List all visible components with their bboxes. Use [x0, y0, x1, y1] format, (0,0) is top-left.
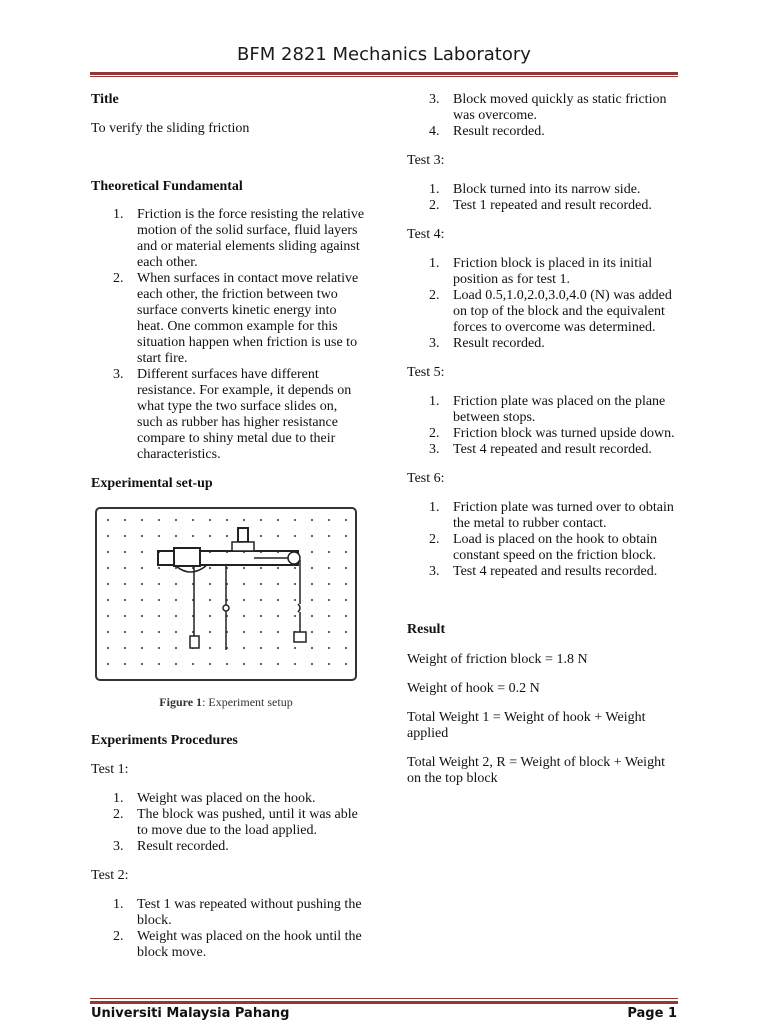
theory-list	[91, 207, 366, 463]
setup-heading: Experimental set-up	[91, 476, 213, 491]
list-item: 1. Friction plate was turned over to obtain the metal to rubber contact.	[429, 500, 674, 531]
footer-rule	[90, 1001, 678, 1004]
figure-caption: Figure 1: Experiment setup	[159, 695, 293, 709]
header-rule-thin	[90, 76, 678, 77]
list-item: 3. Result recorded.	[113, 839, 229, 854]
result-line: Total Weight 1 = Weight of hook + Weight applied	[407, 710, 646, 741]
footer-university: Universiti Malaysia Pahang	[91, 1006, 290, 1021]
test1-label: Test 1:	[91, 762, 129, 777]
test2-label: Test 2:	[91, 868, 129, 883]
test6-list	[407, 500, 682, 580]
experiment-figure	[94, 506, 358, 682]
page-header-title: BFM 2821 Mechanics Laboratory	[237, 44, 531, 65]
top-weight	[238, 528, 248, 542]
list-item: 1. Friction is the force resisting the relative motion of the solid surface, fluid layers and or material elements sliding against each other.	[113, 207, 365, 270]
list-item: 2. Weight was placed on the hook until the block move.	[113, 929, 362, 960]
list-item: 2. Friction block was turned upside down.	[429, 426, 675, 441]
test3-label: Test 3:	[407, 153, 445, 168]
theory-heading: Theoretical Fundamental	[91, 179, 243, 194]
test2-list	[91, 897, 366, 961]
footer-page-number: Page 1	[627, 1006, 677, 1021]
test3-list	[407, 182, 682, 214]
test2-continued-list	[407, 92, 682, 140]
list-item: 1. Weight was placed on the hook.	[113, 791, 316, 806]
list-item: 2. Load 0.5,1.0,2.0,3.0,4.0 (N) was added on top of the block and the equivalent forces to overcome was determined.	[429, 288, 672, 335]
procedures-heading: Experiments Procedures	[91, 733, 238, 748]
title-heading: Title	[91, 92, 119, 107]
result-line: Weight of friction block = 1.8 N	[407, 652, 588, 667]
hook-weight	[294, 632, 306, 642]
weight-left	[190, 636, 199, 648]
result-heading: Result	[407, 622, 446, 637]
list-item: 3. Block moved quickly as static friction was overcome.	[429, 92, 667, 123]
list-item: 3. Test 4 repeated and results recorded.	[429, 564, 658, 579]
test4-label: Test 4:	[407, 227, 445, 242]
list-item: 2. Test 1 repeated and result recorded.	[429, 198, 652, 213]
list-item: 1. Test 1 was repeated without pushing the block.	[113, 897, 362, 928]
result-line: Weight of hook = 0.2 N	[407, 681, 540, 696]
left-column	[91, 92, 366, 961]
right-column	[407, 92, 682, 787]
list-item: 3. Test 4 repeated and result recorded.	[429, 442, 652, 457]
test5-list	[407, 394, 682, 458]
list-item: 1. Friction block is placed in its initial position as for test 1.	[429, 256, 653, 287]
test6-label: Test 6:	[407, 471, 445, 486]
test1-list	[91, 791, 366, 855]
friction-block	[174, 548, 200, 566]
list-item: 1. Friction plate was placed on the plane between stops.	[429, 394, 666, 425]
pulley	[288, 552, 300, 564]
experiment-setup-diagram	[94, 506, 358, 682]
list-item: 1. Block turned into its narrow side.	[429, 182, 641, 197]
list-item: 4. Result recorded.	[429, 124, 545, 139]
result-line: Total Weight 2, R = Weight of block + Weight on the top block	[407, 755, 665, 786]
list-item: 3. Result recorded.	[429, 336, 545, 351]
list-item: 2. Load is placed on the hook to obtain constant speed on the friction block.	[429, 532, 658, 563]
test5-label: Test 5:	[407, 365, 445, 380]
footer-rule-thin	[90, 998, 678, 999]
list-item: 3. Different surfaces have different resistance. For example, it depends on what type the two surface slides on, such as rubber has higher resistance compare to shiny metal due to their characteristics.	[113, 367, 352, 462]
header-rule	[90, 72, 678, 75]
test4-list	[407, 256, 682, 352]
list-item: 2. When surfaces in contact move relative each other, the friction between two surface converts kinetic energy into heat. One common example for this situation happen when friction is use to start fire.	[113, 271, 359, 366]
title-text: To verify the sliding friction	[91, 121, 250, 136]
list-item: 2. The block was pushed, until it was able to move due to the load applied.	[113, 807, 358, 838]
